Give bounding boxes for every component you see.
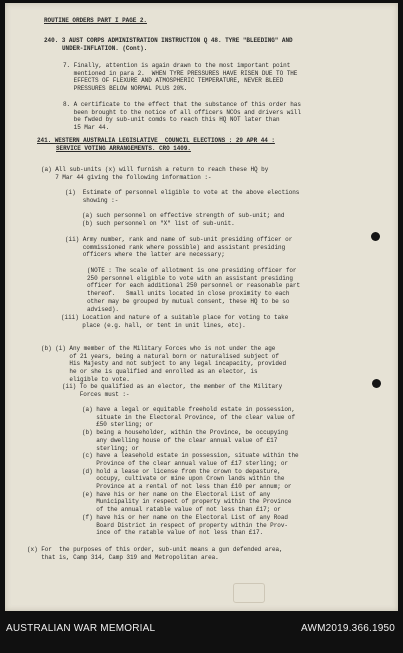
quals-line: (c) have a leasehold estate in possession, situate within the (82, 452, 299, 460)
bi-line: of 21 years, being a natural born or naturalised subject of (41, 352, 279, 360)
note-line: (NOTE : The scale of allotment is one presiding officer for (87, 267, 297, 274)
a-line: (a) All sub-units (x) will furnish a return to reach these HQ by (41, 166, 269, 173)
xnote-line: that is, Camp 314, Camp 319 and Metropolitan area. (27, 553, 219, 561)
aisub-line: (b) such personnel on "X" list of sub-unit. (82, 219, 235, 227)
faint-stamp (233, 583, 265, 603)
punch-hole-upper (371, 232, 380, 241)
note-line: advised). (87, 305, 119, 313)
aii-line: (ii) Army number, rank and name of sub-unit presiding officer or (65, 236, 293, 243)
note-line: officer for each additional 250 personnel or reasonable part (87, 282, 301, 290)
quals-line: Municipality in respect of property within the Province (82, 498, 292, 506)
p8-line: 15 Mar 44. (63, 124, 110, 132)
quals-line: occupy, cultivate or mine upon Crown lands within the (82, 475, 285, 483)
quals-line: ince of the ratable value of not less than £17. (82, 529, 264, 537)
aiii-line: (iii) Location and nature of a suitable place for voting to take (61, 314, 289, 321)
quals-line: Province of the clear annual value of £17 sterling; or (82, 459, 288, 467)
aisub-line: (a) such personnel on effective strength of sub-unit; and (82, 212, 285, 219)
quals-line: (e) have his or her name on the Electoral List of any (82, 490, 271, 498)
quals-line: (f) have his or her name on the Electoral List of any Road (82, 513, 288, 521)
footer-right-text: AWM2019.366.1950 (300, 623, 395, 634)
quals-line: (a) have a legal or equitable freehold estate in possession, (82, 406, 296, 413)
p7-line: 7. Finally, attention is again drawn to the most important point (63, 62, 291, 69)
bii-line: (ii) To be qualified as an elector, the member of the Military (62, 383, 283, 390)
a-line: 7 Mar 44 giving the following information :- (41, 173, 212, 181)
page-header: ROUTINE ORDERS PART I PAGE 2. (44, 17, 147, 24)
section-241-subtitle: SERVICE VOTING ARRANGEMENTS. CRO 1409. (56, 144, 191, 152)
quals-line: (b) being a householder, within the Province, be occupying (82, 429, 288, 437)
section-240-title-cont: UNDER-INFLATION. (Cont). (62, 44, 148, 52)
bi-line: (b) (i) Any member of the Military Forces who is not under the age (41, 345, 276, 352)
note-line: other may be grouped by mutual consent, these HQ to be so (87, 297, 290, 305)
ai-line: showing :- (65, 196, 119, 204)
quals-line: Board District in respect of property within the Prov- (82, 521, 288, 529)
p8-line: be fwded by sub-unit comds to reach this HQ NOT later than (63, 116, 280, 124)
bii-line: Forces must :- (62, 390, 130, 398)
p8-line: been brought to the notice of all officers NCOs and drivers will (63, 108, 301, 116)
aiii-line: place (e.g. hall, or tent in unit lines, etc). (61, 321, 246, 329)
aii-line: officers where the latter are necessary; (65, 251, 225, 259)
bi-line: he or she is qualified and enrolled as an elector, is (41, 368, 258, 376)
note-line: 250 personnel eligible to vote with an assistant presiding (87, 274, 293, 282)
bi-line: eligible to vote. (41, 375, 130, 383)
quals-line: (d) hold a lease or license from the crown to depasture, (82, 467, 281, 475)
quals-line: sterling; or (82, 444, 139, 452)
punch-hole-lower (372, 379, 381, 388)
footer-left-text: AUSTRALIAN WAR MEMORIAL (6, 623, 156, 634)
p7-line: mentioned in para 2. WHEN TYRE PRESSURES HAVE RISEN DUE TO THE (63, 69, 298, 77)
quals-line: situate in the Electoral Province, of the clear value of (82, 413, 296, 421)
bi-line: His Majesty and not subject to any legal incapacity, provided (41, 360, 286, 368)
quals-line: Province at a rental of not less than £10 per annum; or (82, 483, 292, 490)
quals-line: £50 sterling; or (82, 421, 154, 429)
note-line: thereof. Small units located in close proximity to each (87, 290, 290, 298)
quals-line: of the annual ratable value of not less than £17; or (82, 506, 281, 514)
aii-line: commissioned rank where possible) and assistant presiding (65, 243, 286, 251)
p7-line: EFFECTS OF FLEXURE AND ATMOSPHERIC TEMPERATURE, NEVER BLEED (63, 77, 284, 85)
quals-line: any dwelling house of the clear annual value of £17 (82, 436, 278, 444)
p8-line: 8. A certificate to the effect that the substance of this order has (63, 101, 301, 108)
section-241-title: 241. WESTERN AUSTRALIA LEGISLATIVE COUNCIL ELECTIONS : 29 APR 44 : (37, 137, 275, 144)
archive-footer (0, 613, 403, 653)
xnote-line: (x) For the purposes of this order, sub-unit means a gun defended area, (27, 546, 283, 553)
section-240-title: 240. 3 AUST CORPS ADMINISTRATION INSTRUCTION Q 48. TYRE "BLEEDING" AND (44, 37, 293, 44)
ai-line: (i) Estimate of personnel eligible to vote at the above elections (65, 189, 300, 196)
document-page (5, 3, 398, 611)
p7-line: PRESSURES BELOW NORMAL PLUS 20%. (63, 85, 188, 93)
